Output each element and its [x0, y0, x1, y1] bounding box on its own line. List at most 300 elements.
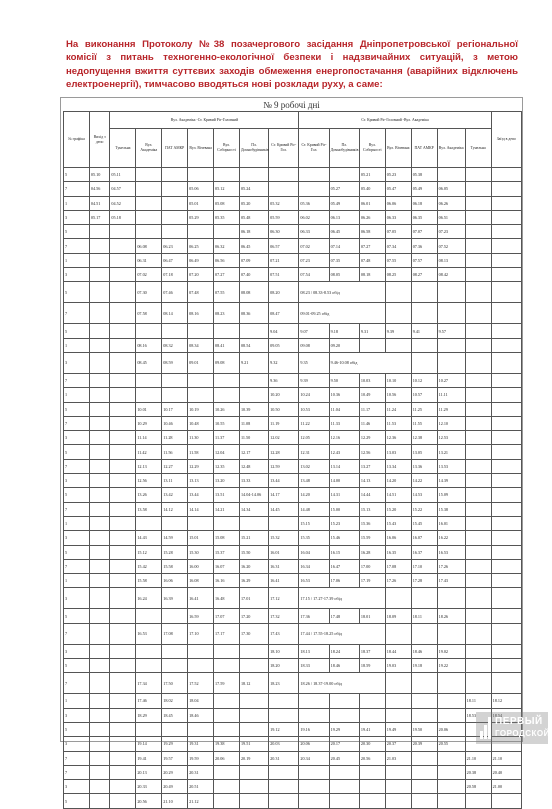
table-cell: 07.21 [269, 253, 299, 267]
table-cell: 7 [64, 459, 90, 473]
table-cell [89, 445, 110, 459]
table-cell: 12.10 [437, 416, 465, 430]
table-cell: 05.18 [110, 210, 136, 224]
table-cell: 05.24 [239, 182, 268, 196]
table-cell: 07.05 [385, 225, 411, 239]
table-cell [110, 765, 136, 779]
table-cell: 07.34 [385, 239, 411, 253]
col-header: Вул. Вічевана [188, 129, 214, 168]
table-cell: 1 [64, 196, 90, 210]
table-cell [491, 416, 521, 430]
table-row [64, 673, 522, 694]
table-cell: 08.14 [162, 303, 188, 324]
table-cell [162, 225, 188, 239]
table-cell: 16.24 [136, 588, 162, 609]
table-cell: 17.26 [437, 559, 465, 573]
table-cell: 04.56 [89, 182, 110, 196]
table-cell [491, 210, 521, 224]
table-cell: 11.30 [188, 431, 214, 445]
table-cell [465, 474, 491, 488]
table-cell [89, 239, 110, 253]
table-cell: 12.43 [329, 445, 359, 459]
table-cell [491, 531, 521, 545]
table-cell: 15.20 [385, 502, 411, 516]
table-cell: 10.48 [188, 416, 214, 430]
table-cell [491, 168, 521, 182]
table-row [64, 303, 522, 324]
table-cell: 18.02 [162, 694, 188, 708]
table-cell [214, 659, 240, 673]
table-cell [299, 168, 329, 182]
table-cell: 14.53 [411, 488, 437, 502]
table-cell: 5 [64, 324, 90, 338]
table-cell [136, 182, 162, 196]
table-cell: 07.57 [411, 253, 437, 267]
table-cell: 07.18 [162, 268, 188, 282]
table-row [64, 659, 522, 673]
col-header: № графіка [64, 112, 90, 168]
table-cell: 08.23 [214, 303, 240, 324]
table-cell [188, 168, 214, 182]
table-cell [110, 239, 136, 253]
col-header: Вул. Академіка [437, 129, 465, 168]
table-cell [110, 516, 136, 530]
table-cell [385, 303, 411, 324]
table-cell: 17.43 [437, 574, 465, 588]
table-cell: 14.39 [437, 474, 465, 488]
table-cell: 16.37 [411, 545, 437, 559]
table-cell: 15.23 [329, 516, 359, 530]
table-cell: 16.00 [188, 559, 214, 573]
table-cell [89, 516, 110, 530]
table-cell [110, 531, 136, 545]
table-cell [269, 794, 299, 808]
table-cell: 07.54 [299, 268, 329, 282]
table-cell: 05.49 [329, 196, 359, 210]
table-cell: 18.11 [411, 609, 437, 623]
table-row [64, 182, 522, 196]
table-row [64, 488, 522, 502]
table-cell [110, 431, 136, 445]
table-cell: 3 [64, 737, 90, 751]
table-cell [89, 488, 110, 502]
table-cell: 15.43 [385, 516, 411, 530]
table-cell [465, 225, 491, 239]
table-cell: 16.22 [437, 531, 465, 545]
table-cell [329, 765, 359, 779]
table-cell [385, 338, 411, 352]
table-cell: 20.56 [136, 794, 162, 808]
table-cell: 14.45 [269, 502, 299, 516]
table-cell: 15.22 [411, 502, 437, 516]
table-cell [465, 239, 491, 253]
table-cell [110, 268, 136, 282]
table-cell [239, 780, 268, 794]
table-cell: 15.45 [411, 516, 437, 530]
table-cell: 7 [64, 502, 90, 516]
table-cell [162, 722, 188, 736]
table-cell [269, 708, 299, 722]
col-header: ПАТ АМКР [411, 129, 437, 168]
table-cell [385, 794, 411, 808]
table-cell [214, 373, 240, 387]
table-row [64, 282, 522, 303]
table-cell [359, 794, 385, 808]
table-cell: 04.57 [110, 182, 136, 196]
table-cell: 17.17 [214, 623, 240, 644]
table-row [64, 225, 522, 239]
table-cell: 06.25 [188, 239, 214, 253]
table-cell [89, 303, 110, 324]
table-cell [188, 324, 214, 338]
table-row [64, 431, 522, 445]
table-cell: 05.08 [214, 196, 240, 210]
table-cell: 5 [64, 445, 90, 459]
table-cell [110, 324, 136, 338]
table-cell: 14.48 [299, 502, 329, 516]
table-cell: 19.57 [162, 751, 188, 765]
table-cell [110, 445, 136, 459]
table-cell: 12.36 [385, 431, 411, 445]
table-cell [465, 459, 491, 473]
table-cell: 17.46 [136, 694, 162, 708]
table-cell [162, 182, 188, 196]
table-cell [239, 722, 268, 736]
table-cell: 08.34 [188, 338, 214, 352]
table-cell [411, 794, 437, 808]
table-cell [110, 588, 136, 609]
table-cell [465, 794, 491, 808]
table-cell: 13.13 [188, 474, 214, 488]
table-cell [465, 373, 491, 387]
table-cell: 13.03 [385, 445, 411, 459]
table-cell: 17.12 [269, 588, 299, 609]
table-cell: 06.30 [269, 225, 299, 239]
table-cell [214, 694, 240, 708]
table-cell: 06.26 [437, 196, 465, 210]
table-cell: 07.36 [411, 239, 437, 253]
table-cell [136, 225, 162, 239]
table-cell: 5 [64, 488, 90, 502]
table-cell: 06.01 [359, 196, 385, 210]
table-row [64, 559, 522, 573]
table-cell [491, 559, 521, 573]
table-cell: 7 [64, 623, 90, 644]
table-cell [89, 416, 110, 430]
table-cell [214, 225, 240, 239]
table-cell [188, 388, 214, 402]
table-cell: 11.14 [136, 431, 162, 445]
table-cell [411, 708, 437, 722]
table-cell: 06.57 [269, 239, 299, 253]
table-cell: 18.20 [269, 659, 299, 673]
table-cell: 11.50 [239, 431, 268, 445]
table-cell [162, 609, 188, 623]
table-cell [89, 268, 110, 282]
table-cell [491, 225, 521, 239]
table-cell [110, 225, 136, 239]
table-cell: 20.29 [162, 765, 188, 779]
table-cell [465, 673, 491, 694]
table-cell [437, 673, 465, 694]
table-cell: 10.27 [437, 373, 465, 387]
table-cell [411, 588, 437, 609]
table-cell: 11.25 [411, 402, 437, 416]
table-cell: 20.17 [329, 737, 359, 751]
table-cell: 07.51 [269, 268, 299, 282]
table-cell: 04.51 [89, 196, 110, 210]
table-cell [110, 253, 136, 267]
table-cell: 17.07 [214, 609, 240, 623]
col-header: Вул. Соборності [214, 129, 240, 168]
table-cell: 12.05 [299, 431, 329, 445]
table-cell: 15.01 [188, 531, 214, 545]
table-cell [465, 445, 491, 459]
table-cell [491, 474, 521, 488]
table-cell: 9.18 [329, 324, 359, 338]
table-cell: 12.56 [359, 445, 385, 459]
table-cell: 18.26 [437, 609, 465, 623]
table-cell: 16.06 [162, 574, 188, 588]
table-cell: 05.11 [110, 168, 136, 182]
table-row [64, 474, 522, 488]
table-cell [385, 673, 411, 694]
table-cell [89, 722, 110, 736]
table-cell: 17.32 [269, 609, 299, 623]
table-cell [239, 373, 268, 387]
table-cell: 12.35 [214, 459, 240, 473]
table-cell: 19.51 [239, 737, 268, 751]
table-cell: 05.01 [188, 196, 214, 210]
table-cell: 1 [64, 338, 90, 352]
table-cell [437, 303, 465, 324]
table-cell: 05.21 [359, 168, 385, 182]
table-cell [136, 659, 162, 673]
col-header: Вул. Академіка [136, 129, 162, 168]
table-cell [110, 303, 136, 324]
table-row [64, 751, 522, 765]
table-cell [110, 659, 136, 673]
table-cell: 19.49 [385, 722, 411, 736]
table-cell [491, 373, 521, 387]
table-cell [162, 644, 188, 658]
col-header: Пл. Домнобудівників [239, 129, 268, 168]
table-row [64, 623, 522, 644]
table-row [64, 324, 522, 338]
table-cell [162, 373, 188, 387]
table-cell: 08.16 [188, 303, 214, 324]
table-cell [136, 609, 162, 623]
table-cell: 11.28 [162, 431, 188, 445]
table-cell: 20.39 [411, 737, 437, 751]
table-cell: 20.31 [188, 765, 214, 779]
table-cell [491, 588, 521, 609]
table-cell: 3 [64, 431, 90, 445]
table-cell [110, 488, 136, 502]
table-cell: 11.55 [411, 416, 437, 430]
table-cell [411, 352, 437, 373]
table-cell: 16.53 [437, 545, 465, 559]
table-cell: 07.02 [299, 239, 329, 253]
table-cell: 06.18 [239, 225, 268, 239]
table-cell [89, 588, 110, 609]
table-cell [491, 488, 521, 502]
table-cell: 20.38 [465, 765, 491, 779]
table-cell: 18.26 / 18.37-19.00 обід [299, 673, 385, 694]
table-cell [89, 338, 110, 352]
table-cell [89, 352, 110, 373]
table-cell [110, 751, 136, 765]
table-cell [89, 474, 110, 488]
table-cell: 08.27 [411, 268, 437, 282]
table-cell: 12.56 [136, 474, 162, 488]
table-cell: 06.02 [299, 210, 329, 224]
schedule-document [60, 97, 523, 804]
table-cell: 06.05 [437, 182, 465, 196]
table-cell [89, 623, 110, 644]
table-cell: 15.09 [437, 488, 465, 502]
table-cell [110, 780, 136, 794]
group-header-right: Ст. Кривий Ріг-Головний -Вул. Академіка [299, 112, 491, 129]
table-cell [188, 722, 214, 736]
table-cell: 15.15 [299, 516, 329, 530]
table-cell: 14.44 [359, 488, 385, 502]
table-cell [465, 352, 491, 373]
table-cell: 18.37 [359, 644, 385, 658]
table-cell [491, 402, 521, 416]
table-cell [239, 388, 268, 402]
col-header: Ст. Кривий Ріг-Гол. [269, 129, 299, 168]
table-cell: 7 [64, 416, 90, 430]
table-cell: 12.31 [299, 445, 329, 459]
table-cell: 16.53 [299, 574, 329, 588]
table-cell: 18.59 [359, 659, 385, 673]
table-cell [269, 168, 299, 182]
table-cell [136, 644, 162, 658]
table-cell: 14.20 [385, 474, 411, 488]
table-cell [269, 694, 299, 708]
table-cell [162, 196, 188, 210]
table-cell: 13.02 [299, 459, 329, 473]
table-cell [110, 373, 136, 387]
table-cell: 11.42 [136, 445, 162, 459]
table-cell [437, 352, 465, 373]
table-cell [239, 659, 268, 673]
table-cell [299, 765, 329, 779]
table-row [64, 794, 522, 808]
table-cell: 10.17 [162, 402, 188, 416]
table-row [64, 545, 522, 559]
table-cell [465, 559, 491, 573]
table-cell [411, 765, 437, 779]
table-cell: 5 [64, 225, 90, 239]
table-cell [491, 303, 521, 324]
table-cell [465, 282, 491, 303]
table-cell: 16.41 [188, 588, 214, 609]
table-cell: 9.57 [437, 324, 465, 338]
table-cell: 3 [64, 210, 90, 224]
table-cell: 11.53 [385, 416, 411, 430]
table-row [64, 588, 522, 609]
watermark-line2: ГОРОДСКОЙ [495, 729, 550, 738]
table-cell: 14.43 [136, 531, 162, 545]
table-cell [89, 765, 110, 779]
table-cell: 16.35 [385, 545, 411, 559]
table-cell: 13.42 [162, 488, 188, 502]
table-cell [110, 416, 136, 430]
table-cell: 9.46-10.08 обід [329, 352, 411, 373]
table-cell [437, 694, 465, 708]
table-cell [89, 225, 110, 239]
table-cell: 06.18 [411, 196, 437, 210]
table-cell: 09.08 [214, 352, 240, 373]
table-cell: 14.04-14.06 [239, 488, 268, 502]
table-cell: 7 [64, 373, 90, 387]
table-cell: 21.00 [491, 780, 521, 794]
table-cell [188, 659, 214, 673]
table-cell [110, 623, 136, 644]
table-cell: 18.33 [299, 659, 329, 673]
table-cell [89, 545, 110, 559]
table-cell: 15.13 [359, 502, 385, 516]
table-cell: 06.08 [136, 239, 162, 253]
table-cell [89, 431, 110, 445]
table-cell: 17.43 [269, 623, 299, 644]
table-cell: 7 [64, 751, 90, 765]
table-cell: 17.08 [385, 559, 411, 573]
table-row [64, 722, 522, 736]
table-cell: 05.38 [411, 168, 437, 182]
table-cell: 21.12 [188, 794, 214, 808]
table-row [64, 416, 522, 430]
table-row [64, 268, 522, 282]
table-cell [89, 609, 110, 623]
table-cell: 16.15 [329, 545, 359, 559]
table-cell [465, 431, 491, 445]
table-cell [89, 459, 110, 473]
table-cell: 06.33 [299, 225, 329, 239]
table-cell: 9.50 [329, 373, 359, 387]
table-cell: 3 [64, 352, 90, 373]
table-cell: 20.13 [136, 765, 162, 779]
table-cell: 14.17 [269, 488, 299, 502]
table-cell: 10.55 [214, 416, 240, 430]
table-cell: 18.24 [329, 644, 359, 658]
table-row [64, 531, 522, 545]
table-cell [411, 282, 437, 303]
table-cell: 09.01-09.25 обід [299, 303, 385, 324]
table-cell: 05.10 [89, 168, 110, 182]
table-cell [188, 373, 214, 387]
table-cell: 07.27 [359, 239, 385, 253]
table-cell: 16.31 [269, 559, 299, 573]
watermark-line1: ПЕРВЫЙ [495, 716, 543, 727]
table-cell [89, 737, 110, 751]
table-cell [437, 168, 465, 182]
table-cell [385, 623, 411, 644]
table-cell [110, 574, 136, 588]
table-cell: 08.54 [239, 338, 268, 352]
table-cell: 17.44 / 17.55-18.25 обід [299, 623, 385, 644]
col-header: Ст. Кривий Ріг-Гол. [299, 129, 329, 168]
table-cell [110, 388, 136, 402]
table-cell: 12.27 [162, 459, 188, 473]
table-cell [188, 644, 214, 658]
table-cell: 10.19 [188, 402, 214, 416]
table-cell: 20.49 [162, 780, 188, 794]
table-cell [110, 545, 136, 559]
table-cell: 08.25 [385, 268, 411, 282]
